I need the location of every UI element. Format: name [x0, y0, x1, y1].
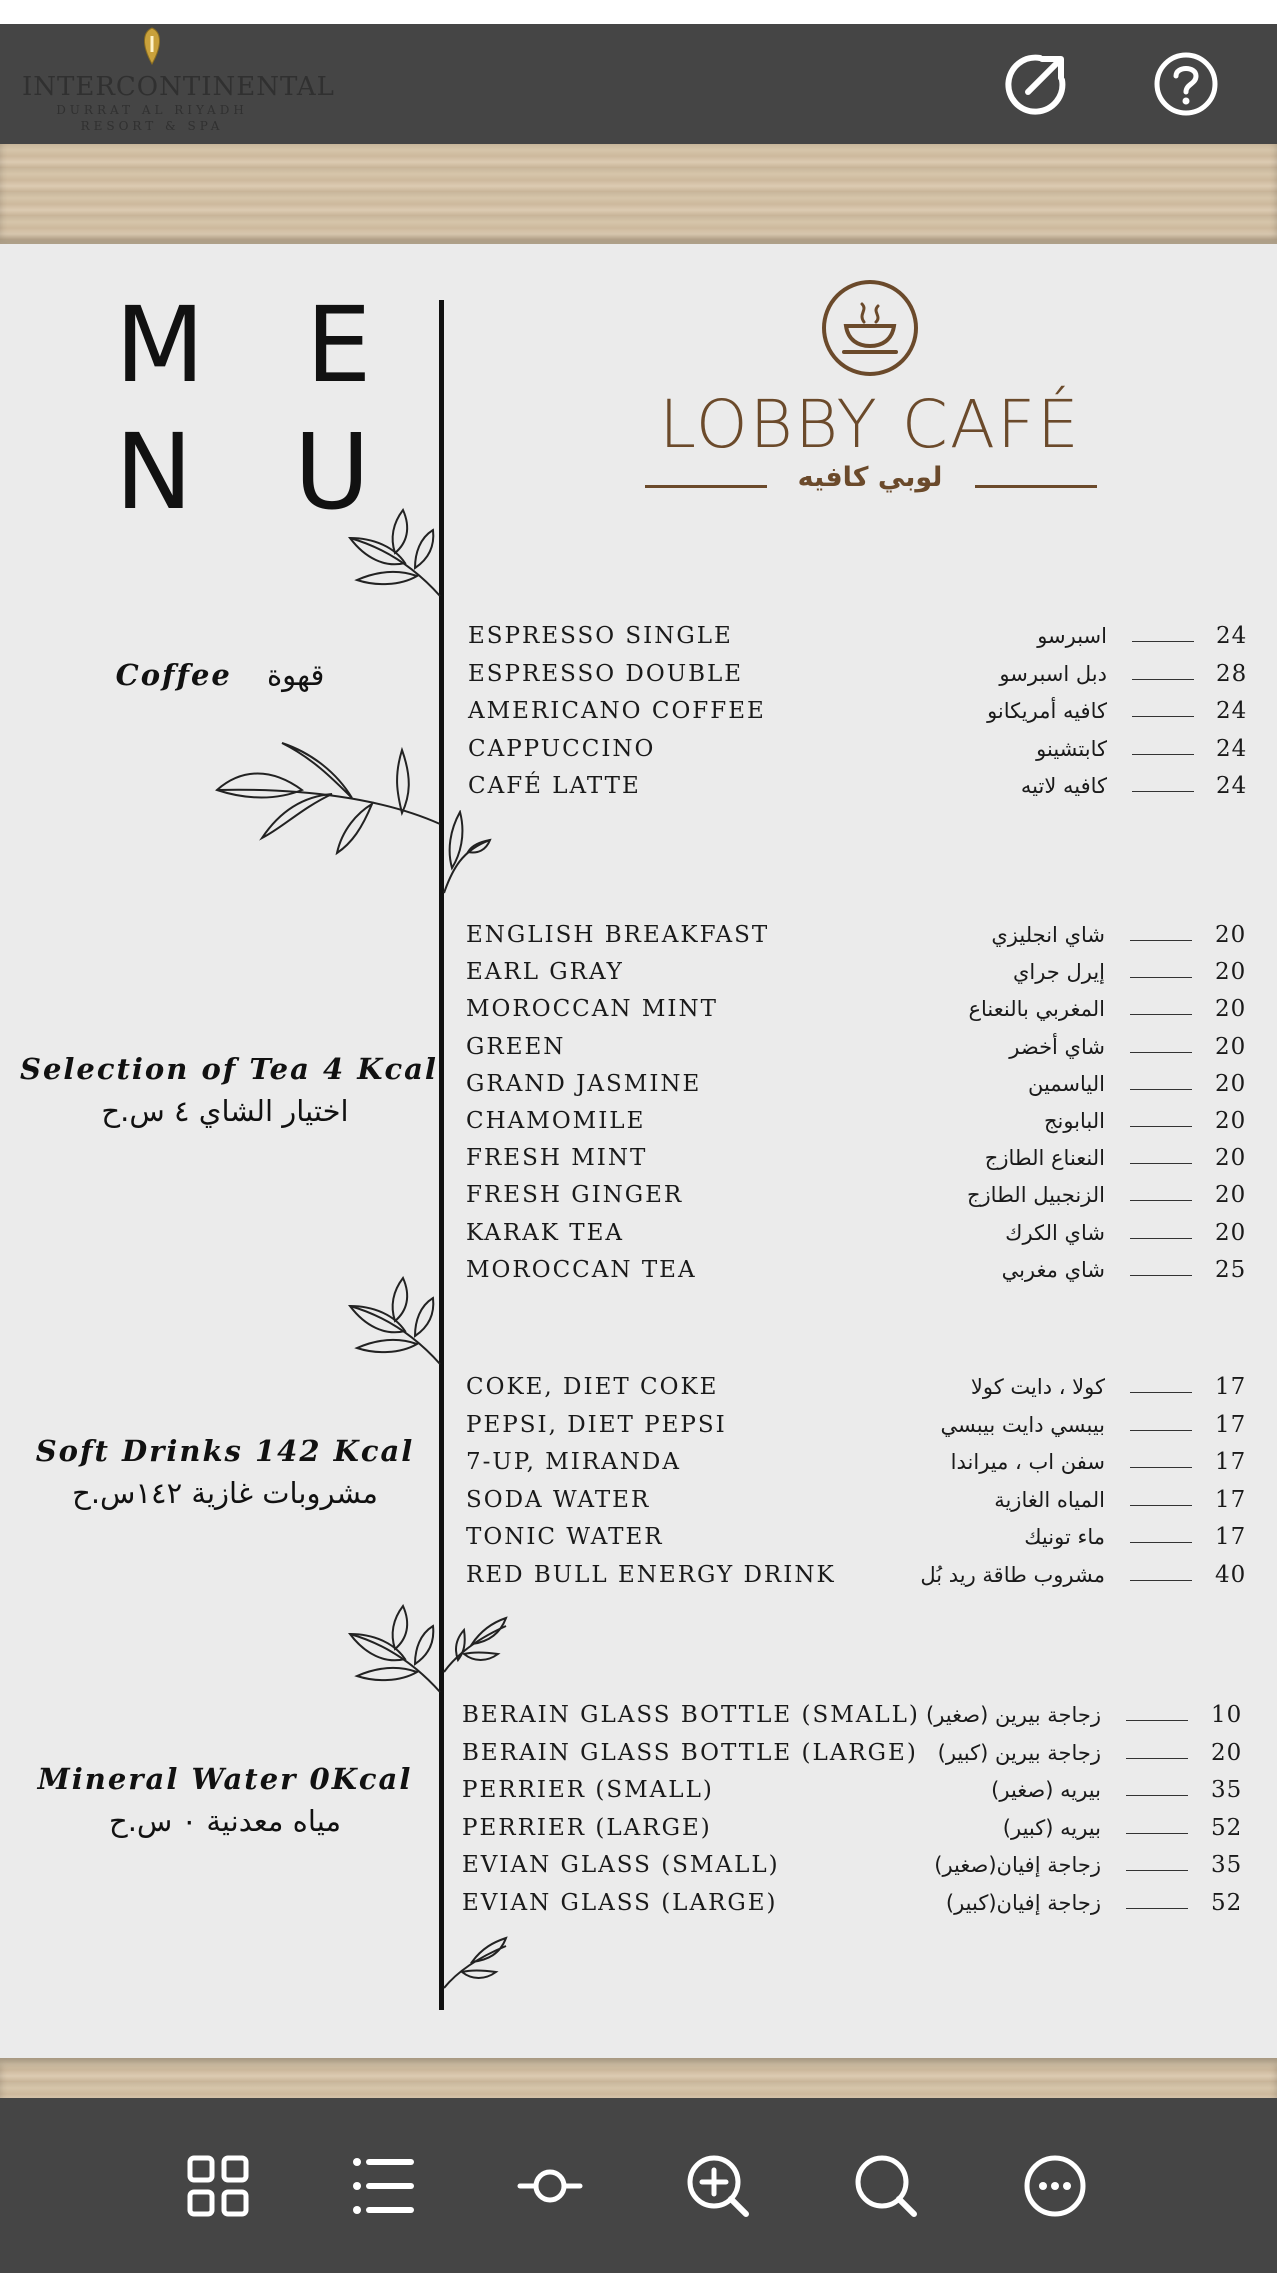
item-name-ar: دبل اسبرسو — [999, 661, 1107, 686]
item-name-en: BERAIN GLASS BOTTLE (SMALL) — [462, 1702, 920, 1728]
item-name-ar: كابتشينو — [1036, 736, 1107, 761]
item-price: 25 — [1215, 1256, 1247, 1283]
zoom-in-icon[interactable] — [684, 2152, 752, 2220]
item-price: 20 — [1215, 1070, 1247, 1097]
item-name-ar: كافيه أمريكانو — [987, 699, 1107, 723]
item-price: 17 — [1215, 1411, 1247, 1438]
item-name-ar: كافيه لاتيه — [1020, 774, 1107, 798]
leader-line — [1130, 1052, 1192, 1053]
item-name-en: BERAIN GLASS BOTTLE (LARGE) — [462, 1739, 918, 1766]
section-title-en: Coffee — [115, 658, 232, 692]
menu-item-row — [0, 734, 1277, 764]
item-price: 20 — [1215, 1182, 1247, 1209]
menu-title-line1: M E — [115, 284, 406, 406]
item-name-ar: شاي أخضر — [1009, 1034, 1105, 1059]
menu-item-row — [0, 1106, 1277, 1136]
menu-item-row — [0, 1775, 1277, 1805]
leader-line — [1130, 1392, 1192, 1393]
menu-item-row — [0, 1069, 1277, 1099]
item-name-en: GREEN — [466, 1033, 566, 1060]
item-name-en: CAFÉ LATTE — [468, 773, 641, 799]
item-price: 20 — [1215, 922, 1247, 948]
leaf-branch-icon — [442, 1614, 508, 1674]
leader-line — [1126, 1795, 1188, 1796]
menu-item-row — [0, 957, 1277, 987]
item-name-en: PERRIER (LARGE) — [462, 1814, 712, 1841]
item-name-en: EARL GRAY — [466, 959, 624, 986]
item-name-en: CAPPUCCINO — [468, 735, 656, 762]
leader-line — [1132, 791, 1194, 792]
menu-item-row — [0, 1485, 1277, 1515]
item-price: 20 — [1215, 1033, 1247, 1060]
item-name-ar: اسبرسو — [1037, 624, 1107, 648]
item-name-en: 7-UP, MIRANDA — [466, 1449, 681, 1476]
section-title-en: Selection of Tea 4 Kcal — [20, 1052, 438, 1086]
menu-item-row — [0, 1888, 1277, 1918]
item-name-en: PEPSI, DIET PEPSI — [466, 1411, 727, 1438]
item-name-ar: بيريه (صغير) — [991, 1778, 1101, 1803]
item-price: 24 — [1216, 623, 1248, 649]
item-name-ar: شاي الكرك — [1005, 1220, 1105, 1245]
item-price: 35 — [1211, 1777, 1243, 1804]
leaf-branch-icon — [442, 810, 492, 895]
leader-line — [1130, 1163, 1192, 1164]
menu-item-row — [0, 1560, 1277, 1590]
section-title-ar: مياه معدنية ٠ س.ح — [108, 1804, 341, 1838]
item-name-en: CHAMOMILE — [466, 1108, 646, 1134]
menu-item-row — [0, 1372, 1277, 1402]
search-icon[interactable] — [852, 2152, 920, 2220]
share-icon[interactable] — [1000, 48, 1072, 120]
item-price: 24 — [1216, 735, 1248, 762]
leader-line — [1132, 754, 1194, 755]
item-price: 52 — [1211, 1890, 1243, 1916]
leaf-branch-icon — [212, 738, 442, 858]
menu-item-row — [0, 621, 1277, 651]
help-icon[interactable] — [1150, 48, 1222, 120]
item-name-en: ESPRESSO DOUBLE — [468, 660, 744, 687]
leaf-branch-icon — [345, 508, 445, 598]
grid-view-icon[interactable] — [184, 2152, 252, 2220]
item-name-ar: زجاجة إفيان(صغير) — [934, 1853, 1101, 1878]
menu-item-row — [0, 1255, 1277, 1285]
hotel-sub-line2: RESORT & SPA — [80, 119, 224, 133]
leader-line — [1130, 977, 1192, 978]
item-name-ar: كولا ، دايت كولا — [970, 1375, 1105, 1399]
item-name-ar: زجاجة بيرين (صغير) — [926, 1703, 1101, 1727]
item-name-en: ENGLISH BREAKFAST — [466, 922, 770, 948]
item-price: 20 — [1215, 1219, 1247, 1246]
item-price: 17 — [1215, 1524, 1247, 1551]
item-name-ar: البابونج — [1043, 1109, 1105, 1133]
cafe-rule-right — [975, 485, 1097, 488]
menu-item-row — [0, 771, 1277, 801]
item-name-en: TONIC WATER — [466, 1524, 664, 1551]
item-name-ar: بيبسي دايت بيبسي — [940, 1412, 1105, 1437]
item-name-en: EVIAN GLASS (LARGE) — [462, 1890, 778, 1916]
leader-line — [1130, 1126, 1192, 1127]
coffee-cup-icon — [820, 278, 920, 378]
item-price: 35 — [1211, 1852, 1243, 1879]
item-name-en: AMERICANO COFFEE — [468, 698, 766, 724]
item-price: 17 — [1215, 1486, 1247, 1513]
item-name-ar: المياه الغازية — [994, 1487, 1105, 1512]
item-name-en: MOROCCAN MINT — [466, 996, 718, 1023]
item-price: 17 — [1215, 1374, 1247, 1400]
section-title-en: Soft Drinks 142 Kcal — [35, 1434, 415, 1468]
item-name-en: GRAND JASMINE — [466, 1070, 702, 1097]
menu-item-row — [0, 1522, 1277, 1552]
menu-item-row — [0, 1180, 1277, 1210]
menu-item-row — [0, 1700, 1277, 1730]
wood-frame-top — [0, 144, 1277, 244]
menu-item-row — [0, 1738, 1277, 1768]
leader-line — [1132, 716, 1194, 717]
leaf-branch-icon — [442, 1934, 508, 1990]
leader-line — [1130, 1430, 1192, 1431]
item-name-en: SODA WATER — [466, 1486, 651, 1513]
top-bar — [0, 24, 1277, 144]
item-name-en: PERRIER (SMALL) — [462, 1777, 714, 1804]
leader-line — [1130, 1505, 1192, 1506]
section-title-ar: اختيار الشاي ٤ س.ح — [101, 1094, 349, 1128]
leaf-branch-icon — [345, 1276, 445, 1366]
item-name-ar: الياسمين — [1027, 1071, 1105, 1096]
menu-item-row — [0, 1447, 1277, 1477]
leader-line — [1126, 1870, 1188, 1871]
item-name-ar: ماء تونيك — [1024, 1525, 1105, 1550]
item-name-ar: شاي انجليزي — [991, 923, 1105, 947]
item-price: 20 — [1215, 1108, 1247, 1134]
item-price: 10 — [1211, 1702, 1243, 1728]
leader-line — [1132, 679, 1194, 680]
leader-line — [1130, 1275, 1192, 1276]
item-name-ar: مشروب طاقة ريد بُل — [920, 1563, 1105, 1587]
section-title-ar: مشروبات غازية ١٤٢س.ح — [72, 1476, 378, 1510]
item-price: 20 — [1211, 1739, 1243, 1766]
leader-line — [1132, 641, 1194, 642]
leader-line — [1130, 940, 1192, 941]
hotel-brand: INTERCONTINENTAL — [22, 72, 335, 102]
menu-item-row — [0, 1410, 1277, 1440]
leader-line — [1130, 1014, 1192, 1015]
menu-item-row — [0, 1813, 1277, 1843]
menu-item-row — [0, 696, 1277, 726]
leader-line — [1126, 1758, 1188, 1759]
leader-line — [1130, 1238, 1192, 1239]
menu-item-row — [0, 920, 1277, 950]
item-price: 28 — [1216, 660, 1248, 687]
cafe-logo — [630, 278, 1110, 508]
item-name-ar: النعناع الطازج — [984, 1146, 1105, 1171]
item-price: 24 — [1216, 698, 1248, 724]
menu-item-row — [0, 659, 1277, 689]
item-name-ar: زجاجة إفيان(كبير) — [945, 1891, 1101, 1915]
menu-item-row — [0, 1218, 1277, 1248]
cafe-name-ar: لوبي كافيه — [797, 462, 943, 493]
item-name-en: ESPRESSO SINGLE — [468, 623, 733, 649]
menu-title-line2: N U — [115, 411, 404, 533]
item-name-ar: إيرل جراي — [1012, 960, 1105, 985]
more-icon[interactable] — [1021, 2152, 1089, 2220]
item-price: 17 — [1215, 1449, 1247, 1476]
item-price: 20 — [1215, 959, 1247, 986]
leader-line — [1130, 1542, 1192, 1543]
leader-line — [1130, 1467, 1192, 1468]
item-name-en: MOROCCAN TEA — [466, 1256, 697, 1283]
item-price: 52 — [1211, 1814, 1243, 1841]
hotel-emblem-icon — [137, 26, 167, 66]
item-name-ar: الزنجبيل الطازج — [966, 1183, 1105, 1208]
item-price: 40 — [1215, 1562, 1247, 1588]
item-name-ar: زجاجة بيرين (كبير) — [937, 1740, 1101, 1765]
menu-item-row — [0, 994, 1277, 1024]
leader-line — [1126, 1908, 1188, 1909]
cafe-name: LOBBY CAFÉ — [659, 386, 1081, 463]
item-name-ar: بيريه (كبير) — [1002, 1815, 1101, 1840]
list-view-icon[interactable] — [349, 2152, 417, 2220]
item-name-en: EVIAN GLASS (SMALL) — [462, 1852, 780, 1879]
item-name-en: FRESH MINT — [466, 1145, 648, 1172]
leader-line — [1130, 1200, 1192, 1201]
leader-line — [1126, 1833, 1188, 1834]
hotel-sub-line1: DURRAT AL RIYADH — [56, 103, 248, 117]
item-name-ar: شاي مغربي — [1001, 1257, 1105, 1282]
section-title-ar: قهوة — [266, 658, 325, 692]
menu-item-row — [0, 1850, 1277, 1880]
leaf-branch-icon — [345, 1604, 445, 1694]
menu-item-row — [0, 1032, 1277, 1062]
hotel-logo — [22, 26, 335, 142]
item-name-ar: المغربي بالنعناع — [968, 997, 1105, 1022]
leader-line — [1126, 1720, 1188, 1721]
leader-line — [1130, 1580, 1192, 1581]
menu-item-row — [0, 1143, 1277, 1173]
wood-frame-bottom — [0, 2058, 1277, 2098]
item-price: 20 — [1215, 1145, 1247, 1172]
item-name-en: RED BULL ENERGY DRINK — [466, 1562, 836, 1588]
fit-page-icon[interactable] — [516, 2152, 584, 2220]
item-price: 20 — [1215, 996, 1247, 1023]
item-name-en: FRESH GINGER — [466, 1182, 684, 1209]
leader-line — [1130, 1089, 1192, 1090]
item-name-en: KARAK TEA — [466, 1219, 625, 1246]
section-title-en: Mineral Water 0Kcal — [37, 1762, 413, 1796]
item-price: 24 — [1216, 773, 1248, 799]
item-name-ar: سفن اب ، ميراندا — [950, 1450, 1105, 1475]
item-name-en: COKE, DIET COKE — [466, 1374, 719, 1400]
